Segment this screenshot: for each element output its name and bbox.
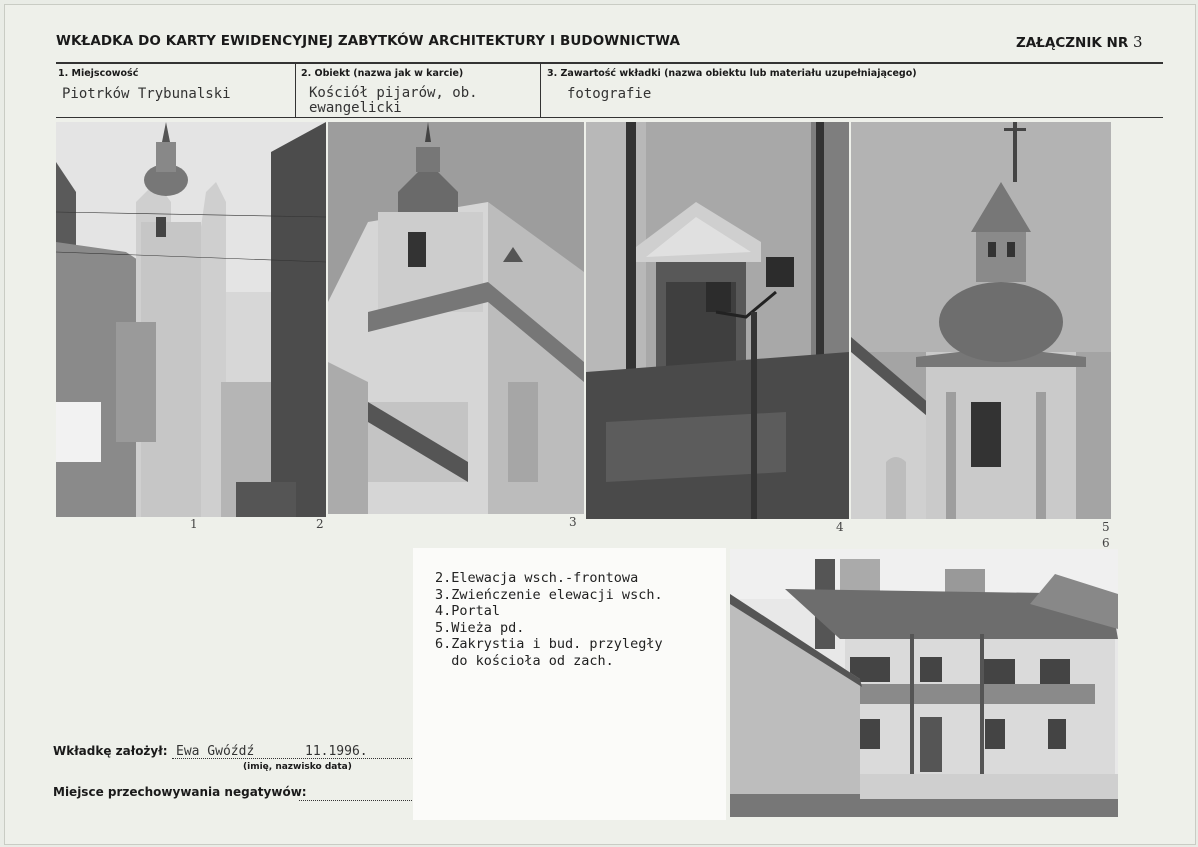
caption-item: 6.Zakrystia i bud. przyległy [435,636,663,652]
caption-item: do kościoła od zach. [435,652,614,669]
attachment-label: ZAŁĄCZNIK NR [1016,35,1129,51]
locality-label: 1. Miejscowość [58,68,139,79]
caption-item: 2.Elewacja wsch.-frontowa [435,570,639,586]
photo-4-image [851,122,1111,519]
field-divider-1 [295,63,296,118]
photo-2-image [328,122,584,514]
photo-2 [328,122,584,514]
object-value-line1: Kościół pijarów, ob. [309,85,478,101]
caption-card [413,548,726,820]
field-divider-2 [540,63,541,118]
photo-1 [56,122,326,517]
header-bottom-rule [56,117,1163,118]
photo-5-6-image [730,549,1118,817]
header-top-rule [56,62,1163,64]
caption-list [435,570,663,669]
object-label: 2. Obiekt (nazwa jak w karcie) [301,68,464,79]
locality-value: Piotrków Trybunalski [62,86,231,102]
photo-3-image [586,122,849,519]
photo-number-1: 1 [190,517,198,531]
caption-item: 4.Portal [435,603,501,619]
contents-label: 3. Zawartość wkładki (nazwa obiektu lub materiału uzupełniającego) [547,68,917,79]
card-title: WKŁADKA DO KARTY EWIDENCYJNEJ ZABYTKÓW ARCHITEKTURY I BUDOWNICTWA [56,33,681,49]
photo-4 [851,122,1111,519]
photo-1-image [56,122,326,517]
negatives-label: Miejsce przechowywania negatywów: [53,785,307,799]
photo-number-3: 3 [569,515,577,529]
caption-item: 3.Zwieńczenie elewacji wsch. [435,586,663,603]
object-value-line2: ewangelicki [309,100,402,116]
contents-value: fotografie [567,86,652,102]
created-by-label: Wkładkę założył: [53,744,168,758]
created-by-hint: (imię, nazwisko data) [243,762,352,772]
object-value [309,86,478,116]
photo-number-4: 4 [836,520,844,534]
attachment-number [1016,33,1142,51]
created-by-value: Ewa Gwóźdź [176,744,255,759]
photo-number-5-6: 5 6 [1102,520,1110,550]
photo-number-2: 2 [316,517,324,531]
negatives-line [299,800,412,801]
photo-5-6 [730,549,1118,817]
date-value: 11.1996. [305,744,368,759]
photo-3 [586,122,849,519]
caption-item: 5.Wieża pd. [435,619,525,636]
attachment-number-value: 3 [1132,33,1143,51]
